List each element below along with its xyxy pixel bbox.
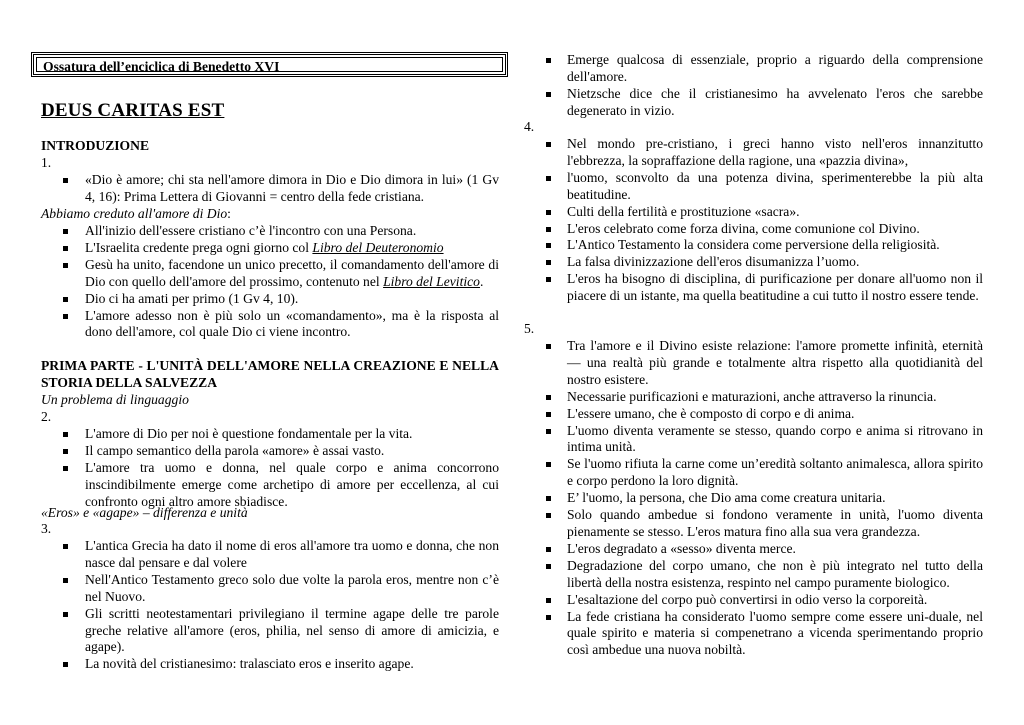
section-introduzione: INTRODUZIONE — [41, 138, 150, 153]
bullet-icon — [546, 496, 551, 501]
list-item: Culti della fertilità e prostituzione «sacra». — [546, 204, 983, 221]
bullet-icon — [546, 547, 551, 552]
list-item: L'eros degradato a «sesso» diventa merce. — [546, 541, 983, 558]
list-item: Il campo semantico della parola «amore» è assai vasto. — [63, 443, 499, 460]
paragraph-number-4: 4. — [524, 119, 535, 134]
list-6 — [546, 136, 983, 305]
paragraph-number-2: 2. — [41, 409, 52, 424]
list-item: Gesù ha unito, facendone un unico precetto, il comandamento dell'amore di Dio con quello dell'amore del prossimo, contenuto nel Libro del Levitico. — [63, 257, 499, 291]
bullet-icon — [546, 513, 551, 518]
list-3 — [63, 426, 499, 511]
list-item: Degradazione del corpo umano, che non è più integrato nel tutto della libertà della nostra esistenza, respinto nel campo puramente biologico. — [546, 558, 983, 592]
bullet-icon — [546, 210, 551, 215]
list-item: Se l'uomo rifiuta la carne come un’eredità soltanto animalesca, allora spirito e corpo perdono la loro dignità. — [546, 456, 983, 490]
bullet-icon — [63, 432, 68, 437]
paragraph-number-1: 1. — [41, 155, 52, 170]
bullet-icon — [63, 314, 68, 319]
list-item: La falsa divinizzazione dell'eros disumanizza l’uomo. — [546, 254, 983, 271]
subtitle-problema-linguaggio: Un problema di linguaggio — [41, 392, 189, 407]
list-item: l'uomo, sconvolto da una potenza divina, sperimenterebbe la più alta beatitudine. — [546, 170, 983, 204]
bullet-icon — [546, 615, 551, 620]
bullet-icon — [546, 598, 551, 603]
bullet-icon — [63, 578, 68, 583]
link-deuteronomio[interactable]: Libro del Deuteronomio — [312, 239, 444, 255]
list-2 — [63, 223, 499, 341]
paragraph-number-3: 3. — [41, 521, 52, 536]
list-item: La novità del cristianesimo: tralasciato eros e inserito agape. — [63, 656, 499, 673]
section-prima-parte: PRIMA PARTE - L'UNITÀ DELL'AMORE NELLA CREAZIONE E NELLA STORIA DELLA SALVEZZA — [41, 358, 499, 390]
list-item: L'Antico Testamento la considera come perversione della religiosità. — [546, 237, 983, 254]
list-item: Nell'Antico Testamento greco solo due volte la parola eros, mentre non c’è nel Nuovo. — [63, 572, 499, 606]
bullet-icon — [546, 227, 551, 232]
bullet-icon — [546, 412, 551, 417]
bullet-icon — [546, 142, 551, 147]
bullet-icon — [546, 176, 551, 181]
bullet-icon — [546, 564, 551, 569]
bullet-icon — [546, 395, 551, 400]
bullet-icon — [546, 344, 551, 349]
list-item: L'antica Grecia ha dato il nome di eros all'amore tra uomo e donna, che non nasce dal pensare e dal volere — [63, 538, 499, 572]
list-item: L'esaltazione del corpo può convertirsi in odio verso la corporeità. — [546, 592, 983, 609]
header-box-text: Ossatura dell’enciclica di Benedetto XVI — [43, 59, 280, 74]
list-item: L'amore adesso non è più solo un «comandamento», ma è la risposta al dono dell'amore, col quale Dio ci viene incontro. — [63, 308, 499, 342]
list-item: Necessarie purificazioni e maturazioni, anche attraverso la rinuncia. — [546, 389, 983, 406]
list-item: E’ l'uomo, la persona, che Dio ama come creatura unitaria. — [546, 490, 983, 507]
list-item: Dio ci ha amati per primo (1 Gv 4, 10). — [63, 291, 499, 308]
bullet-icon — [63, 263, 68, 268]
bullet-icon — [63, 544, 68, 549]
bullet-icon — [63, 297, 68, 302]
list-item: L'eros ha bisogno di disciplina, di purificazione per donare all'uomo non il piacere di un istante, ma quella beatitudine a cui tutto il nostro essere tende. — [546, 271, 983, 305]
list-item: L'amore tra uomo e donna, nel quale corpo e anima concorrono inscindibilmente emerge come archetipo di amore per eccellenza, al cui confronto ogni altro amore sbiadisce. — [63, 460, 499, 511]
bullet-icon — [63, 178, 68, 183]
bullet-icon — [63, 246, 68, 251]
bullet-icon — [63, 612, 68, 617]
list-1 — [63, 172, 499, 206]
list-item: L'amore di Dio per noi è questione fondamentale per la vita. — [63, 426, 499, 443]
list-item: L'uomo diventa veramente se stesso, quando corpo e anima si ritrovano in intima unità. — [546, 423, 983, 457]
list-item: Nietzsche dice che il cristianesimo ha avvelenato l'eros che sarebbe degenerato in vizio. — [546, 86, 983, 120]
list-item: L'Israelita credente prega ogni giorno col Libro del Deuteronomio — [63, 240, 499, 257]
list-7 — [546, 338, 983, 659]
bullet-icon — [63, 449, 68, 454]
bullet-icon — [63, 466, 68, 471]
list-item: Tra l'amore e il Divino esiste relazione: l'amore promette infinità, eternità — una realtà più grande e totalmente altra rispetto alla quotidianità del nostro esistere. — [546, 338, 983, 389]
list-item: L'eros celebrato come forza divina, come comunione col Divino. — [546, 221, 983, 238]
header-box — [31, 52, 508, 77]
bullet-icon — [63, 229, 68, 234]
list-item: «Dio è amore; chi sta nell'amore dimora in Dio e Dio dimora in lui» (1 Gv 4, 16): Prima Lettera di Giovanni = centro della fede cristiana. — [63, 172, 499, 206]
bullet-icon — [63, 662, 68, 667]
list-5 — [546, 52, 983, 120]
subtitle-eros-agape: «Eros» e «agape» – differenza e unità — [41, 505, 248, 520]
bullet-icon — [546, 58, 551, 63]
list-item: Nel mondo pre-cristiano, i greci hanno visto nell'eros innanzitutto l'ebbrezza, la sopraffazione della ragione, una «pazzia divina», — [546, 136, 983, 170]
list-item: Solo quando ambedue si fondono veramente in unità, l'uomo diventa pienamente se stesso. L'eros matura fino alla sua vera grandezza. — [546, 507, 983, 541]
bullet-icon — [546, 429, 551, 434]
subtitle-abbiamo-creduto: Abbiamo creduto all'amore di Dio: — [41, 206, 231, 221]
main-title: DEUS CARITAS EST — [41, 100, 225, 121]
list-4 — [63, 538, 499, 673]
link-levitico[interactable]: Libro del Levitico — [383, 273, 480, 289]
bullet-icon — [546, 243, 551, 248]
bullet-icon — [546, 277, 551, 282]
list-item: L'essere umano, che è composto di corpo e di anima. — [546, 406, 983, 423]
list-item: La fede cristiana ha considerato l'uomo sempre come essere uni-duale, nel quale spirito e materia si compenetrano a vicenda sperimentando proprio così ambedue una nuova nobiltà. — [546, 609, 983, 660]
bullet-icon — [546, 462, 551, 467]
list-item: Emerge qualcosa di essenziale, proprio a riguardo della comprensione dell'amore. — [546, 52, 983, 86]
paragraph-number-5: 5. — [524, 321, 535, 336]
bullet-icon — [546, 92, 551, 97]
list-item: All'inizio dell'essere cristiano c’è l'incontro con una Persona. — [63, 223, 499, 240]
list-item: Gli scritti neotestamentari privilegiano il termine agape delle tre parole greche relative all'amore (eros, philia, nel senso di amore di amicizia, e agape). — [63, 606, 499, 657]
bullet-icon — [546, 260, 551, 265]
